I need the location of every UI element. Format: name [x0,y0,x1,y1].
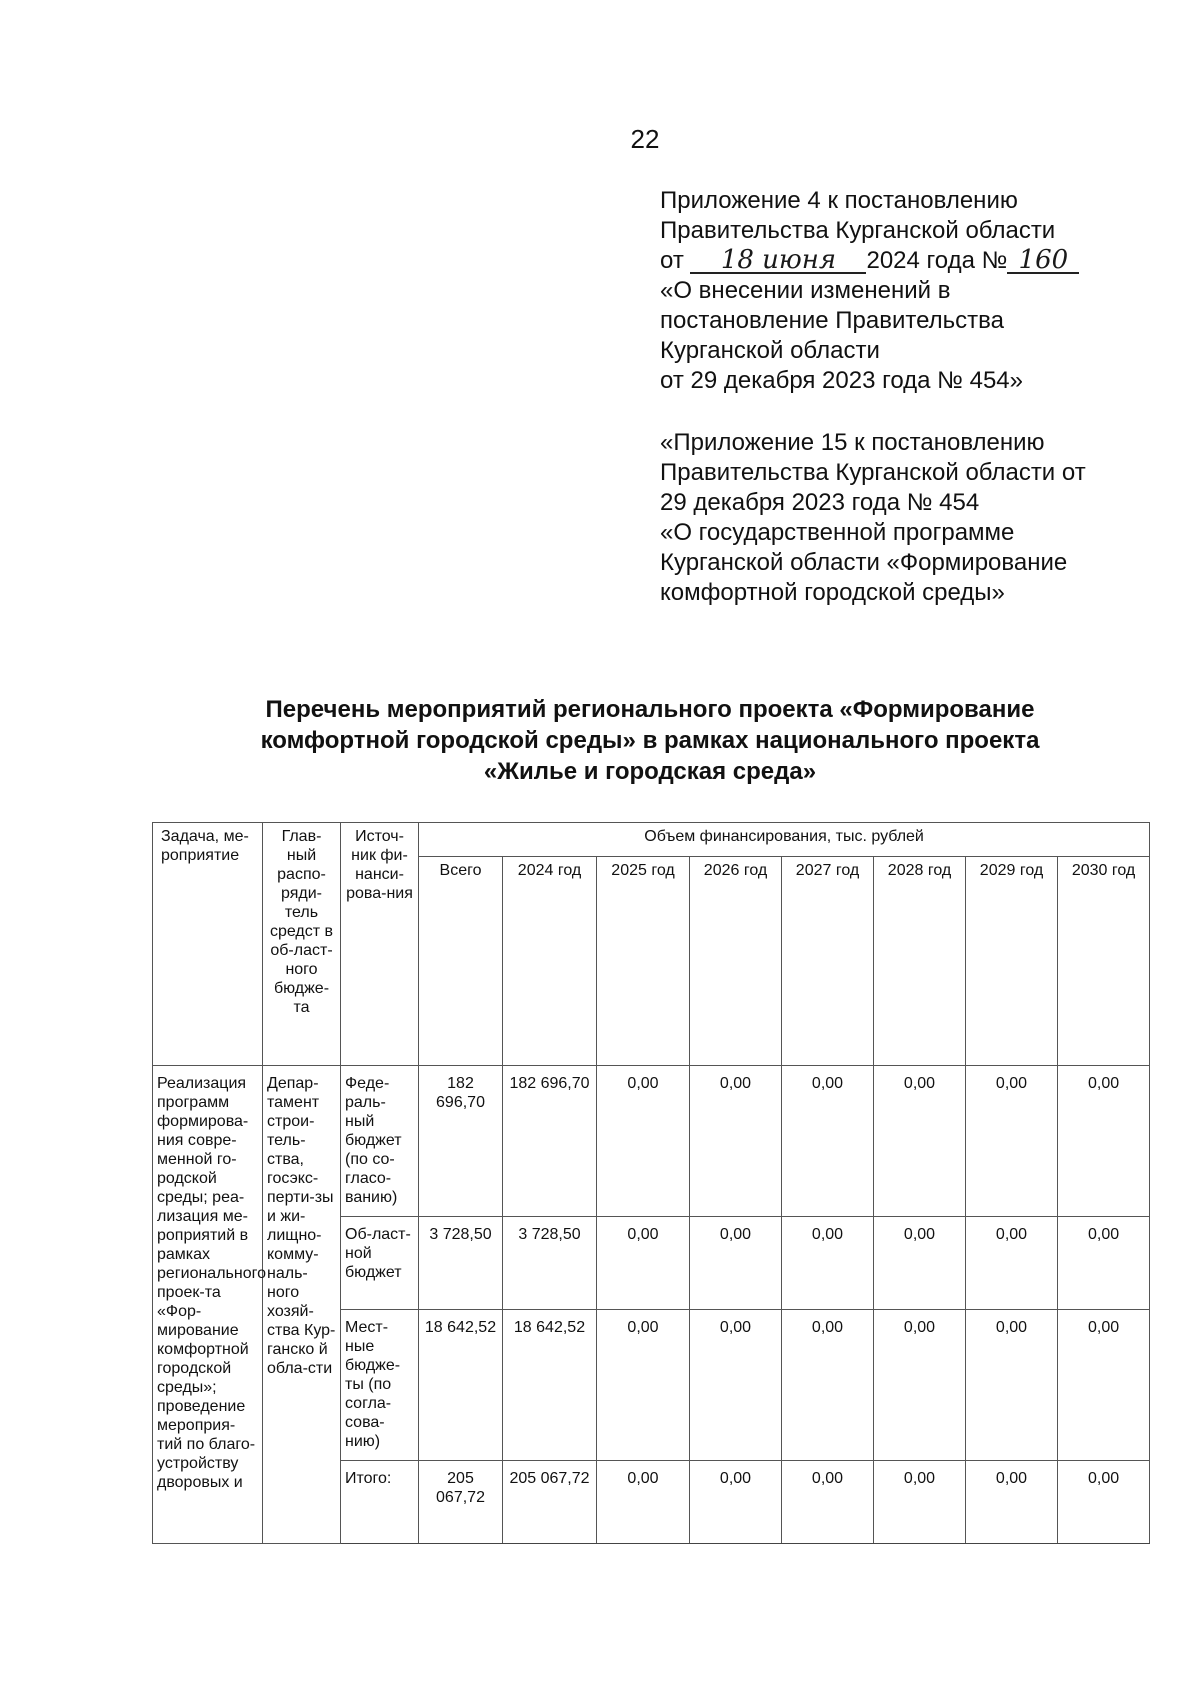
annex-line: Приложение 4 к постановлению [660,187,1018,214]
value-cell: 0,00 [1058,1217,1150,1310]
value-cell: 18 642,52 [503,1310,597,1461]
value-cell: 0,00 [1058,1066,1150,1217]
handwritten-date: 18 июня [690,248,866,274]
source-cell: Об-ласт-ной бюджет [341,1217,419,1310]
value-cell: 0,00 [874,1461,966,1544]
value-cell: 0,00 [966,1066,1058,1217]
annex-line: «Приложение 15 к постановлению [660,429,1045,456]
value-cell: 0,00 [597,1066,690,1217]
header-year: 2025 год [597,857,690,1066]
year-text: 2024 года № [866,247,1008,274]
header-year: 2030 год [1058,857,1150,1066]
title-line: комфортной городской среды» в рамках национального проекта [260,727,1040,754]
annex-line: комфортной городской среды» [660,579,1005,606]
value-cell: 0,00 [1058,1461,1150,1544]
header-year: 2029 год [966,857,1058,1066]
annex-line: Курганской области [660,337,880,364]
administrator-cell: Депар-тамент строи-тель-ства, госэкс-перти-зы и жи-лищно-комму-наль-ного хозяй-ства Кур-ганско й обла-сти [263,1066,341,1544]
table-row [153,1066,1150,1217]
value-cell: 18 642,52 [419,1310,503,1461]
value-cell: 0,00 [597,1217,690,1310]
value-cell: 0,00 [690,1066,782,1217]
date-prefix: от [660,247,684,274]
value-cell: 205 067,72 [419,1461,503,1544]
value-cell: 0,00 [782,1310,874,1461]
annex-line: «О внесении изменений в [660,277,951,304]
value-cell: 0,00 [597,1310,690,1461]
annex-line: Курганской области «Формирование [660,549,1068,576]
value-cell: 182 696,70 [419,1066,503,1217]
header-year: 2028 год [874,857,966,1066]
value-cell: 0,00 [966,1310,1058,1461]
header-administrator: Глав-ный распо-ряди-тель средст в об-ласт-ного бюдже-та [263,823,341,1066]
funding-table [152,822,1150,1544]
value-cell: 0,00 [966,1461,1058,1544]
value-cell: 3 728,50 [503,1217,597,1310]
value-cell: 0,00 [782,1217,874,1310]
value-cell: 182 696,70 [503,1066,597,1217]
annex-original-header [660,428,1160,608]
header-task: Задача, ме-роприятие [153,823,263,1066]
value-cell: 0,00 [874,1310,966,1461]
header-year: 2026 год [690,857,782,1066]
value-cell: 0,00 [782,1066,874,1217]
value-cell: 0,00 [690,1461,782,1544]
table-title [150,694,1150,787]
value-cell: 0,00 [966,1217,1058,1310]
value-cell: 3 728,50 [419,1217,503,1310]
annex-line: от 29 декабря 2023 года № 454» [660,367,1023,394]
annex-header [660,186,1160,396]
annex-line: Правительства Курганской области [660,217,1056,244]
header-year: 2027 год [782,857,874,1066]
value-cell: 0,00 [1058,1310,1150,1461]
header-funding-group: Объем финансирования, тыс. рублей [419,823,1150,857]
annex-date-line [660,246,1160,276]
source-cell: Феде-раль-ный бюджет (по со-гласо-ванию) [341,1066,419,1217]
annex-line: «О государственной программе [660,519,1015,546]
title-line: Перечень мероприятий регионального проекта «Формирование [265,696,1035,723]
annex-line: Правительства Курганской области от [660,459,1086,486]
value-cell: 0,00 [782,1461,874,1544]
source-cell: Мест-ные бюдже-ты (по согла-сова-нию) [341,1310,419,1461]
value-cell: 0,00 [597,1461,690,1544]
annex-line: 29 декабря 2023 года № 454 [660,489,980,516]
value-cell: 0,00 [690,1310,782,1461]
task-cell: Реализация программ формирова-ния совре-менной го-родской среды; реа-лизация ме-роприятий в рамках регионального проек-та «Фор-мирование комфортной городской среды»; проведение мероприя-тий по благо-устройству дворовых и [153,1066,263,1544]
title-line: «Жилье и городская среда» [483,758,817,785]
handwritten-number: 160 [1007,248,1079,274]
header-year: Всего [419,857,503,1066]
value-cell: 0,00 [874,1217,966,1310]
value-cell: 205 067,72 [503,1461,597,1544]
value-cell: 0,00 [690,1217,782,1310]
page-number: 22 [630,124,660,154]
source-cell: Итого: [341,1461,419,1544]
header-source: Источ-ник фи-нанси-рова-ния [341,823,419,1066]
header-row-top [153,823,1150,857]
value-cell: 0,00 [874,1066,966,1217]
header-year: 2024 год [503,857,597,1066]
annex-line: постановление Правительства [660,307,1004,334]
